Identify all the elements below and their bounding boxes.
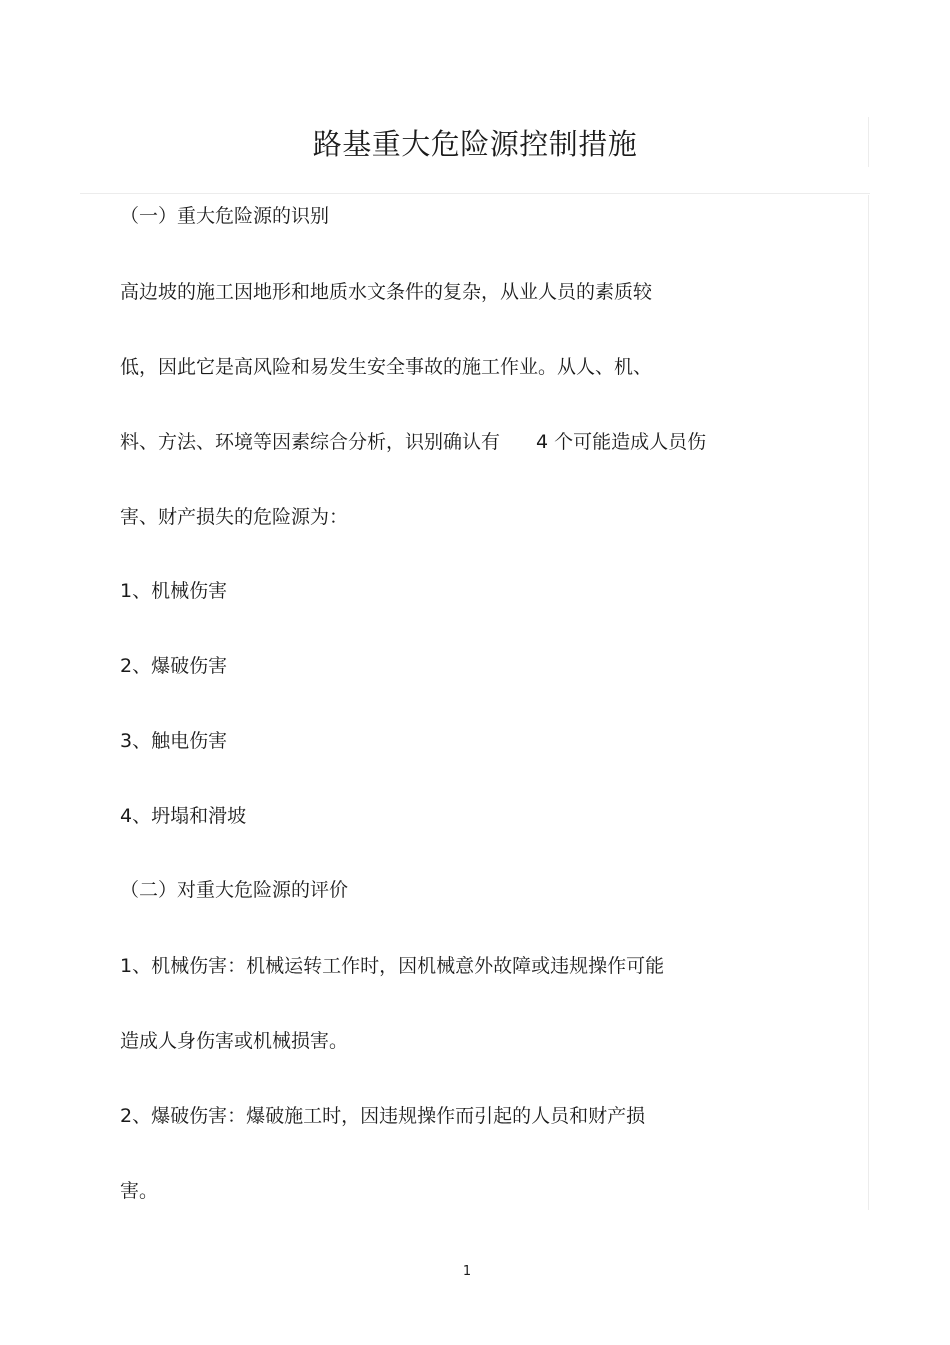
margin-divider (868, 195, 869, 1210)
header-divider (80, 193, 870, 194)
hazard-item: 4、坍塌和滑坡 (120, 805, 247, 827)
hazard-item: 1、机械伤害 (120, 580, 228, 602)
paragraph-line (120, 427, 706, 457)
evaluation-line: 造成人身伤害或机械损害。 (120, 1030, 349, 1052)
paragraph-line-part: 料、方法、环境等因素综合分析，识别确认有 (120, 431, 501, 453)
hazard-item: 3、触电伤害 (120, 730, 228, 752)
section-heading-evaluation: （二）对重大危险源的评价 (120, 879, 349, 901)
document-title: 路基重大危险源控制措施 (312, 127, 638, 161)
hazard-item: 2、爆破伤害 (120, 655, 228, 677)
margin-divider-top (868, 117, 869, 167)
paragraph-line: 高边坡的施工因地形和地质水文条件的复杂，从业人员的素质较 (120, 281, 653, 303)
section-heading-identification: （一）重大危险源的识别 (120, 205, 330, 227)
paragraph-line: 害、财产损失的危险源为： (120, 506, 349, 528)
evaluation-line: 害。 (120, 1180, 159, 1202)
paragraph-line: 低，因此它是高风险和易发生安全事故的施工作业。从人、机、 (120, 356, 653, 378)
page-number: 1 (462, 1264, 472, 1279)
evaluation-line: 1、机械伤害：机械运转工作时，因机械意外故障或违规操作可能 (120, 955, 665, 977)
paragraph-line-part: 4 个可能造成人员伤 (536, 431, 707, 453)
evaluation-line: 2、爆破伤害：爆破施工时，因违规操作而引起的人员和财产损 (120, 1105, 646, 1127)
